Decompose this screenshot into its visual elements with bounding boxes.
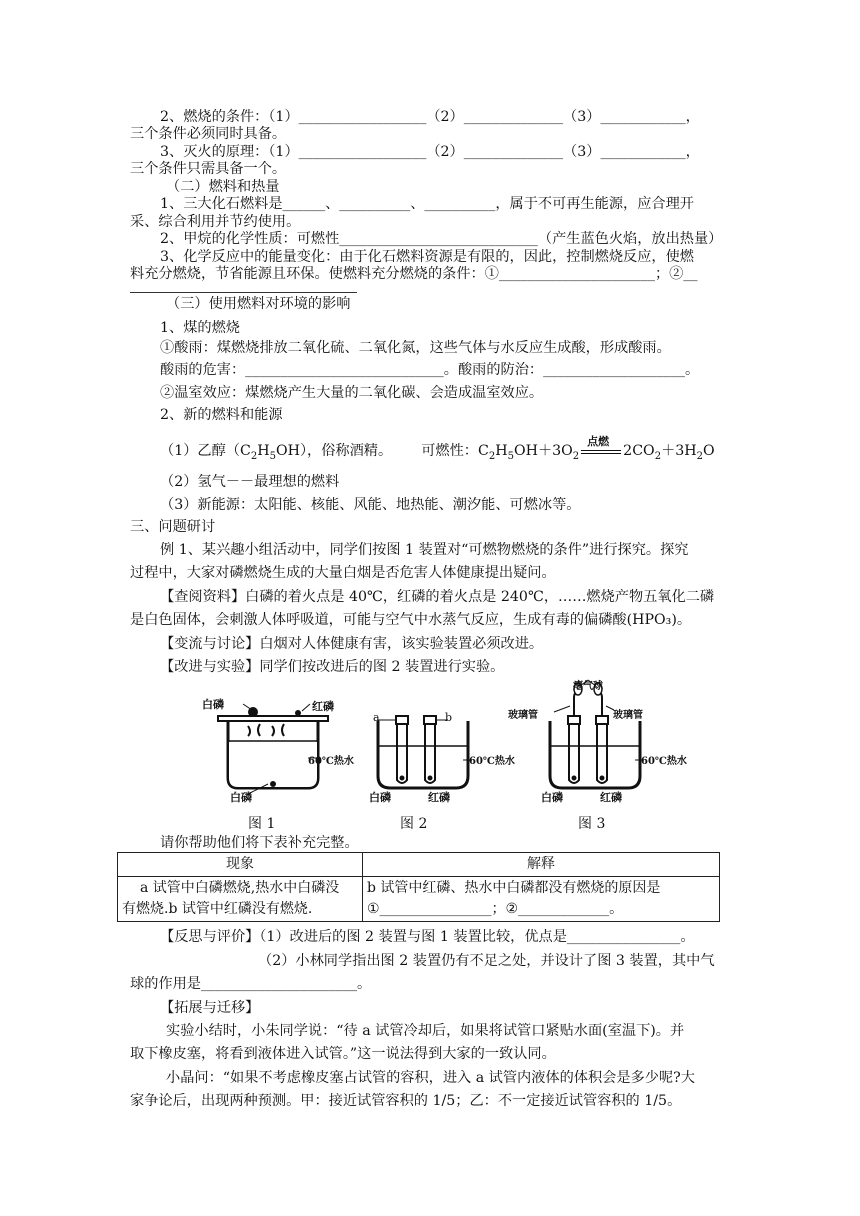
- figure-2-diagram: [368, 676, 518, 806]
- fig3-label-red-p: 红磷: [600, 791, 622, 804]
- line-coal: 1、煤的燃烧: [160, 320, 240, 336]
- line-extinguish-cont: 三个条件只需具备一个。: [130, 161, 287, 177]
- fig3-label-balloon: 瘪气球: [573, 681, 603, 692]
- section-environment: （三）使用燃料对环境的影响: [166, 296, 351, 312]
- fig2-label-white-p: 白磷: [369, 791, 391, 804]
- fig1-label-red-p: 红磷: [312, 700, 334, 713]
- line-example-1: 例 1、某兴趣小组活动中，同学们按图 1 装置对“可燃物燃烧的条件”进行探究。探究: [160, 542, 689, 558]
- line-new-fuels: 2、新的燃料和能源: [160, 407, 283, 423]
- fig3-label-tube-right: 玻璃管: [613, 710, 643, 721]
- line-table-instruction: 请你帮助他们将下表补充完整。: [160, 835, 359, 851]
- line-fossil-fuels: 1、三大化石燃料是______、__________、__________，属于不可再生能源，应合理开: [160, 196, 694, 212]
- line-acid-rain-harm: 酸雨的危害：____________________________。酸雨的防治：____________________。: [160, 362, 700, 378]
- line-energy-change-cont: 料充分燃烧，节省能源且环保。使燃料充分燃烧的条件：①______________________；②__: [130, 266, 698, 282]
- line-methane: 2、甲烷的化学性质：可燃性____________________________（产生蓝色火焰，放出热量）: [160, 231, 723, 247]
- line-extension-2: 取下橡皮塞，将看到液体进入试管。”这一说法得到大家的一致认同。: [130, 1046, 556, 1062]
- fig1-label-bottom-white-p: 白磷: [230, 791, 252, 804]
- line-energy-change: 3、化学反应中的能量变化：由于化石燃料资源是有限的，因此，控制燃烧反应，使燃: [160, 249, 694, 265]
- figure-3-diagram: [540, 676, 690, 806]
- line-extension-1: 实验小结时，小朱同学说：“待 a 试管冷却后，如果将试管口紧贴水面(室温下)。并: [166, 1023, 685, 1039]
- fig3-label-white-p: 白磷: [541, 791, 563, 804]
- fig2-label-b: b: [445, 711, 453, 724]
- results-table: [117, 852, 720, 922]
- section-extension: 【拓展与迁移】: [160, 1000, 260, 1016]
- line-example-1-cont: 过程中，大家对磷燃烧生成的大量白烟是否危害人体健康提出疑问。: [130, 565, 556, 581]
- fig2-label-a: a: [373, 711, 380, 724]
- line-combustion-conditions: 2、燃烧的条件：（1）__________________（2）______________（3）____________，: [160, 109, 700, 125]
- table-cell-phenomenon: a 试管中白磷燃烧,热水中白磷没 有燃烧.b 试管中红磷没有燃烧.: [118, 877, 363, 922]
- line-extension-3: 小晶问：“如果不考虑橡皮塞占试管的容积，进入 a 试管内液体的体积会是多少呢?大: [166, 1070, 695, 1086]
- fig2-label-red-p: 红磷: [428, 791, 450, 804]
- line-combustion-conditions-cont: 三个条件必须同时具备。: [130, 126, 287, 142]
- line-extension-4: 家争论后，出现两种预测。甲：接近试管容积的 1/5；乙：不一定接近试管容积的 1/5。: [130, 1093, 682, 1109]
- line-extinguish-principle: 3、灭火的原理：（1）__________________（2）______________（3）____________，: [160, 144, 700, 160]
- line-new-energy: （3）新能源：太阳能、核能、风能、地热能、潮汐能、可燃冰等。: [160, 497, 581, 513]
- fig3-label-water: 60℃热水: [641, 756, 687, 767]
- line-fossil-fuels-cont: 采、综合利用并节约使用。: [130, 214, 301, 230]
- fig1-label-white-p: 白磷: [202, 698, 224, 711]
- section-fuel-heat: （二）燃料和热量: [166, 179, 280, 195]
- figure-3-caption: 图 3: [578, 816, 606, 832]
- table-cell-explanation: b 试管中红磷、热水中白磷都没有燃烧的原因是 ①________________；②_____________。: [363, 877, 720, 922]
- figure-2-caption: 图 2: [400, 816, 428, 832]
- fig1-label-water: 60℃热水: [308, 756, 354, 767]
- line-reference: 【查阅资料】白磷的着火点是 40℃，红磷的着火点是 240℃，……燃烧产物五氧化二磷: [160, 589, 715, 605]
- line-reference-cont: 是白色固体，会刺激人体呼吸道，可能与空气中水蒸气反应，生成有毒的偏磷酸(HPO₃)。: [130, 612, 692, 628]
- line-hydrogen: （2）氢气－－最理想的燃料: [160, 474, 340, 490]
- line-reflection-3: 球的作用是______________________。: [130, 976, 372, 992]
- table-header-phenomenon: 现象: [118, 853, 363, 877]
- section-problem-research: 三、问题研讨: [130, 519, 216, 535]
- fig2-label-water: 60℃热水: [469, 756, 515, 767]
- line-ethanol: （1）乙醇$(C_2H_5OH)$，俗称酒精。 可燃性：$C_2H_5OH+3O_2$ 点燃 $2CO_2+3H_2O$: [160, 435, 715, 462]
- line-reflection: 【反思与评价】（1）改进后的图 2 装置与图 1 装置比较，优点是________________。: [160, 929, 695, 945]
- blank-underline: [130, 292, 357, 293]
- line-improvement: 【改进与实验】同学们按改进后的图 2 装置进行实验。: [160, 659, 505, 675]
- line-reflection-2: （2）小林同学指出图 2 装置仍有不足之处，并设计了图 3 装置，其中气: [258, 953, 715, 969]
- line-discussion: 【变流与讨论】白烟对人体健康有害，该实验装置必须改进。: [160, 636, 544, 652]
- table-header-explanation: 解释: [363, 853, 720, 877]
- reaction-condition: 点燃: [579, 441, 623, 461]
- fig3-label-tube-left: 玻璃管: [508, 710, 538, 721]
- line-greenhouse: ②温室效应：煤燃烧产生大量的二氧化碳、会造成温室效应。: [160, 385, 544, 401]
- line-acid-rain: ①酸雨：煤燃烧排放二氧化硫、二氧化氮，这些气体与水反应生成酸，形成酸雨。: [160, 340, 671, 356]
- figure-1-caption: 图 1: [248, 816, 276, 832]
